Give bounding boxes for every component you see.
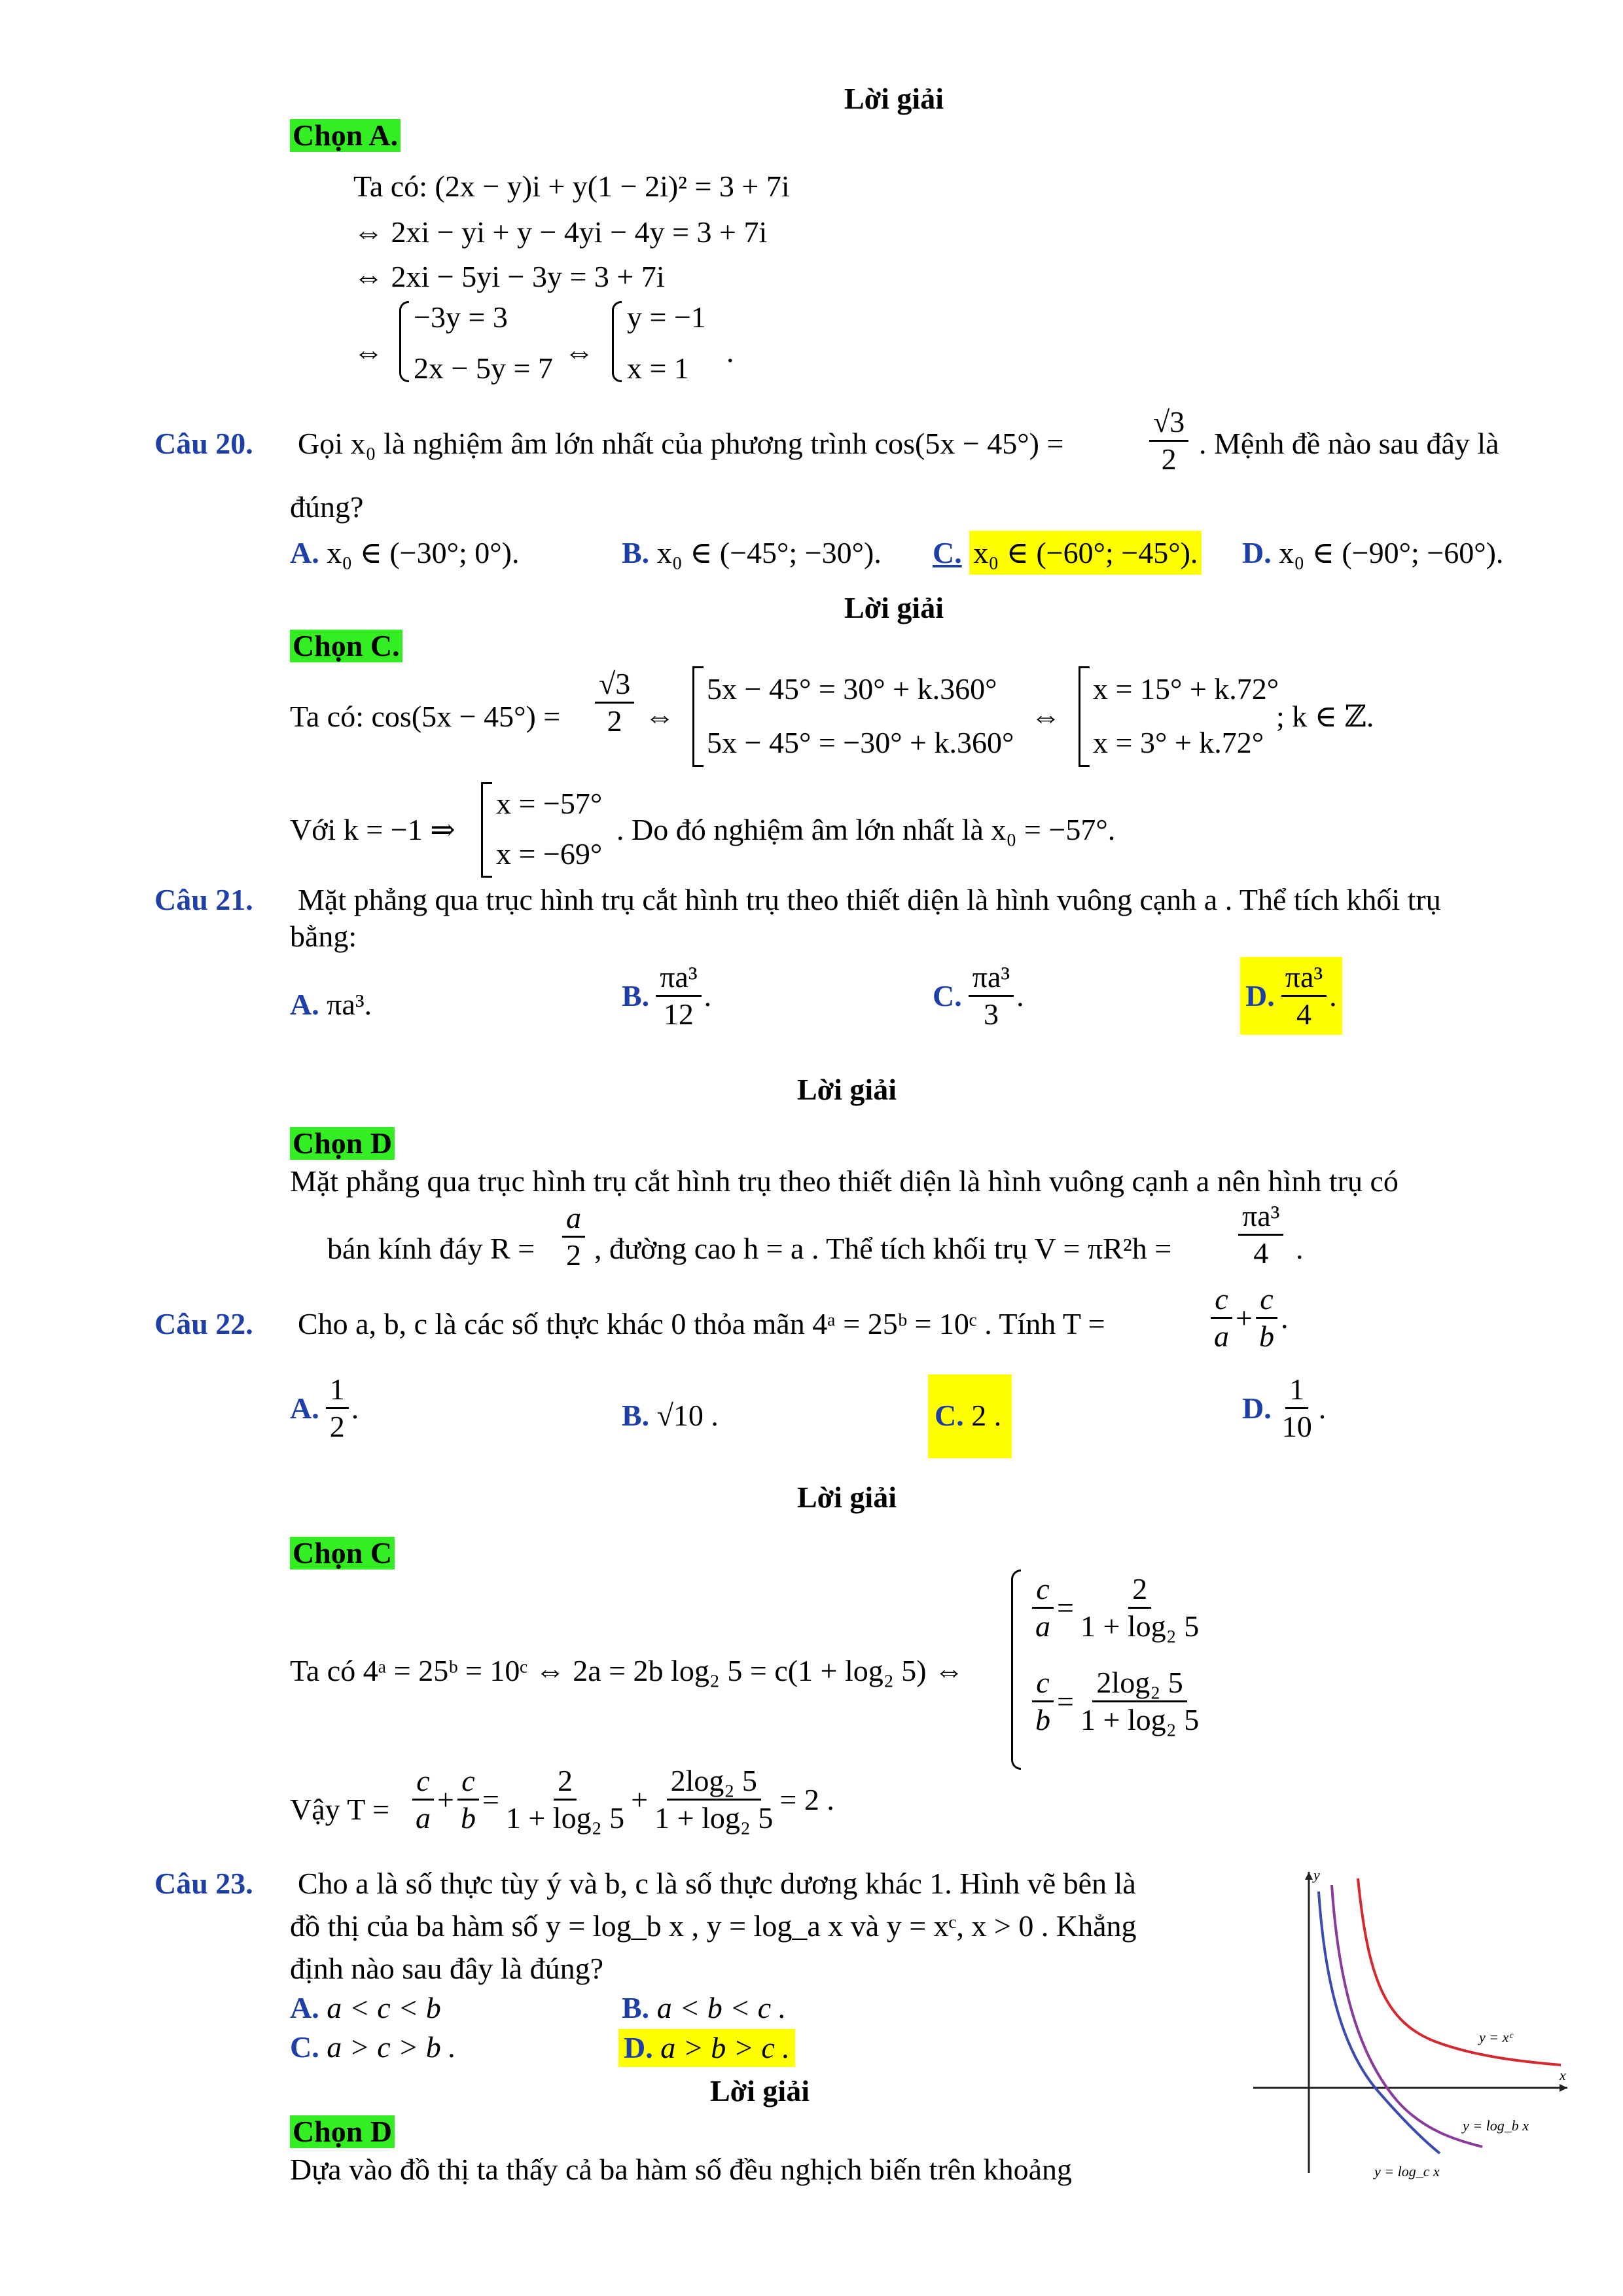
option-d[interactable]: D. x₀ ∈ (−90°; −60°).: [1242, 536, 1504, 569]
solution-line: . Do đó nghiệm âm lớn nhất là x₀ = −57°.: [616, 813, 1116, 846]
loi-giai-heading: Lời giải: [844, 82, 944, 115]
solution-line: Ta có: cos(5x − 45°) =: [290, 700, 561, 733]
bracket-line: x = −69°: [496, 837, 603, 870]
bracket-line: 5x − 45° = −30° + k.360°: [707, 726, 1014, 759]
option-a[interactable]: A. $\frac{1}{2}$ .: [290, 1372, 359, 1443]
option-a[interactable]: A. x₀ ∈ (−30°; 0°).: [290, 536, 520, 569]
function-graph: [1247, 1865, 1574, 2186]
period: .: [726, 335, 734, 368]
system-line: y = −1: [627, 300, 706, 334]
fraction: $\frac{\text{πa³}}{4}$: [1236, 1201, 1286, 1268]
question-label: Câu 23.: [154, 1867, 253, 1900]
y-axis-arrow: [1305, 1872, 1313, 1880]
question-text: bằng:: [290, 920, 357, 953]
solution-line: Dựa vào đồ thị ta thấy cả ba hàm số đều nghịch biến trên khoảng: [290, 2153, 1073, 2186]
bracket-line: x = 15° + k.72°: [1093, 672, 1279, 706]
system-line: $\frac{c}{b}$ = $\frac{\text{2log₂ 5}}{\text{1 + log₂ 5}}$: [1029, 1668, 1205, 1735]
solution-line: ; k ∈ ℤ.: [1276, 700, 1374, 733]
answer-choice: Chọn A.: [290, 119, 401, 152]
system-line: $\frac{c}{a}$ = $\frac{2}{\text{1 + log₂ 5}}$: [1029, 1574, 1205, 1641]
label-purple-curve: y = log_b x: [1463, 2117, 1529, 2134]
x-axis-label: x: [1560, 2067, 1566, 2083]
equiv-symbol: ⇔: [353, 335, 383, 368]
question-text: định nào sau đây là đúng?: [290, 1952, 604, 1985]
question-text: Gọi x₀ là nghiệm âm lớn nhất của phương trình cos(5x − 45°) =: [298, 427, 1064, 460]
option-a[interactable]: A. πa³.: [290, 988, 372, 1021]
option-c[interactable]: C. x₀ ∈ (−60°; −45°).: [933, 538, 1202, 568]
bracket-line: x = −57°: [496, 787, 603, 820]
equation-line: ⇔ 2xi − 5yi − 3y = 3 + 7i: [353, 260, 665, 293]
loi-giai-heading: Lời giải: [710, 2074, 810, 2108]
answer-choice: Chọn C: [290, 1537, 395, 1570]
fraction: $\frac{a}{2}$: [560, 1203, 588, 1270]
x-axis-arrow: [1560, 2084, 1567, 2092]
equation-line: ⇔ 2xi − yi + y − 4yi − 4y = 3 + 7i: [353, 215, 768, 249]
question-label: Câu 20.: [154, 427, 253, 460]
curve-red: [1358, 1878, 1561, 2065]
option-d[interactable]: D. $\frac{1}{10}$ .: [1242, 1372, 1327, 1443]
answer-choice: Chọn D: [290, 2115, 395, 2148]
option-b[interactable]: B. a < b < c .: [622, 1991, 787, 2024]
period: .: [1296, 1232, 1304, 1265]
question-label: Câu 22.: [154, 1307, 253, 1340]
option-c[interactable]: C. 2 .: [928, 1374, 1012, 1458]
solution-line: , đường cao h = a . Thể tích khối trụ V = πR²h =: [594, 1232, 1172, 1265]
equiv-symbol: ⇔: [1031, 700, 1061, 733]
union-bracket: [692, 666, 704, 767]
y-axis-label: y: [1313, 1867, 1320, 1883]
solution-line: Mặt phẳng qua trục hình trụ cắt hình trụ theo thiết diện là hình vuông cạnh a nên hình trụ có: [290, 1164, 1399, 1198]
option-b[interactable]: B. √10 .: [622, 1399, 719, 1432]
system-brace: [399, 301, 409, 382]
option-d[interactable]: D. a > b > c .: [618, 2029, 795, 2067]
option-d[interactable]: D. $\frac{\text{πa³}}{4}$ .: [1240, 957, 1342, 1035]
question-text: . Mệnh đề nào sau đây là: [1199, 427, 1499, 460]
system-line: −3y = 3: [414, 300, 508, 334]
question-label: Câu 21.: [154, 883, 253, 916]
system-line: 2x − 5y = 7: [414, 351, 553, 385]
fraction: $\frac{c}{a}$ + $\frac{c}{b}$ .: [1207, 1284, 1288, 1352]
solution-line: bán kính đáy R =: [327, 1232, 535, 1265]
fraction: $\frac{√3}{2}$: [592, 669, 637, 736]
solution-line: Ta có 4ᵃ = 25ᵇ = 10ᶜ ⇔ 2a = 2b log₂ 5 = c(1 + log₂ 5) ⇔: [290, 1654, 965, 1687]
system-line: x = 1: [627, 351, 689, 385]
solution-line: Vậy T =: [290, 1793, 390, 1826]
question-text: đúng?: [290, 490, 364, 524]
system-brace: [612, 301, 622, 382]
loi-giai-heading: Lời giải: [844, 591, 944, 624]
answer-choice: Chọn D: [290, 1127, 395, 1160]
question-text: Cho a là số thực tùy ý và b, c là số thực dương khác 1. Hình vẽ bên là: [298, 1867, 1136, 1900]
equiv-symbol: ⇔: [645, 700, 675, 733]
option-c[interactable]: C. $\frac{\text{πa³}}{3}$ .: [933, 960, 1024, 1031]
loi-giai-heading: Lời giải: [797, 1480, 897, 1514]
curve-purple: [1332, 1885, 1482, 2147]
loi-giai-heading: Lời giải: [797, 1073, 897, 1106]
fraction-sum: $\frac{c}{a}$ + $\frac{c}{b}$ = $\frac{2}{\text{1 + log₂ 5}}$ + $\frac{\text{2log₂ 5}}{\text{1 + log₂ 5}}$ = 2 .: [409, 1766, 834, 1833]
option-b[interactable]: B. $\frac{\text{πa³}}{12}$ .: [622, 960, 712, 1031]
label-red-curve: y = xᶜ: [1479, 2029, 1513, 2045]
bracket-line: 5x − 45° = 30° + k.360°: [707, 672, 997, 706]
question-text: Mặt phẳng qua trục hình trụ cắt hình trụ theo thiết diện là hình vuông cạnh a . Thể tích khối trụ: [298, 883, 1441, 916]
system-brace: [1011, 1570, 1021, 1770]
option-a[interactable]: A. a < c < b: [290, 1991, 441, 2024]
question-text: Cho a, b, c là các số thực khác 0 thỏa mãn 4ᵃ = 25ᵇ = 10ᶜ . Tính T =: [298, 1307, 1105, 1340]
equation-line: Ta có: (2x − y)i + y(1 − 2i)² = 3 + 7i: [353, 170, 790, 203]
solution-line: Với k = −1 ⇒: [290, 813, 455, 846]
answer-choice: Chọn C.: [290, 630, 402, 662]
union-bracket: [1079, 666, 1090, 767]
option-b[interactable]: B. x₀ ∈ (−45°; −30°).: [622, 536, 882, 569]
fraction: $\frac{√3}{2}$: [1147, 407, 1191, 475]
label-blue-curve: y = log_c x: [1374, 2163, 1440, 2179]
bracket-line: x = 3° + k.72°: [1093, 726, 1264, 759]
question-text: đồ thị của ba hàm số y = log_b x , y = log_a x và y = xᶜ, x > 0 . Khẳng: [290, 1909, 1137, 1943]
option-c[interactable]: C. a > c > b .: [290, 2030, 456, 2064]
union-bracket: [481, 782, 492, 878]
equiv-symbol: ⇔: [564, 335, 594, 368]
